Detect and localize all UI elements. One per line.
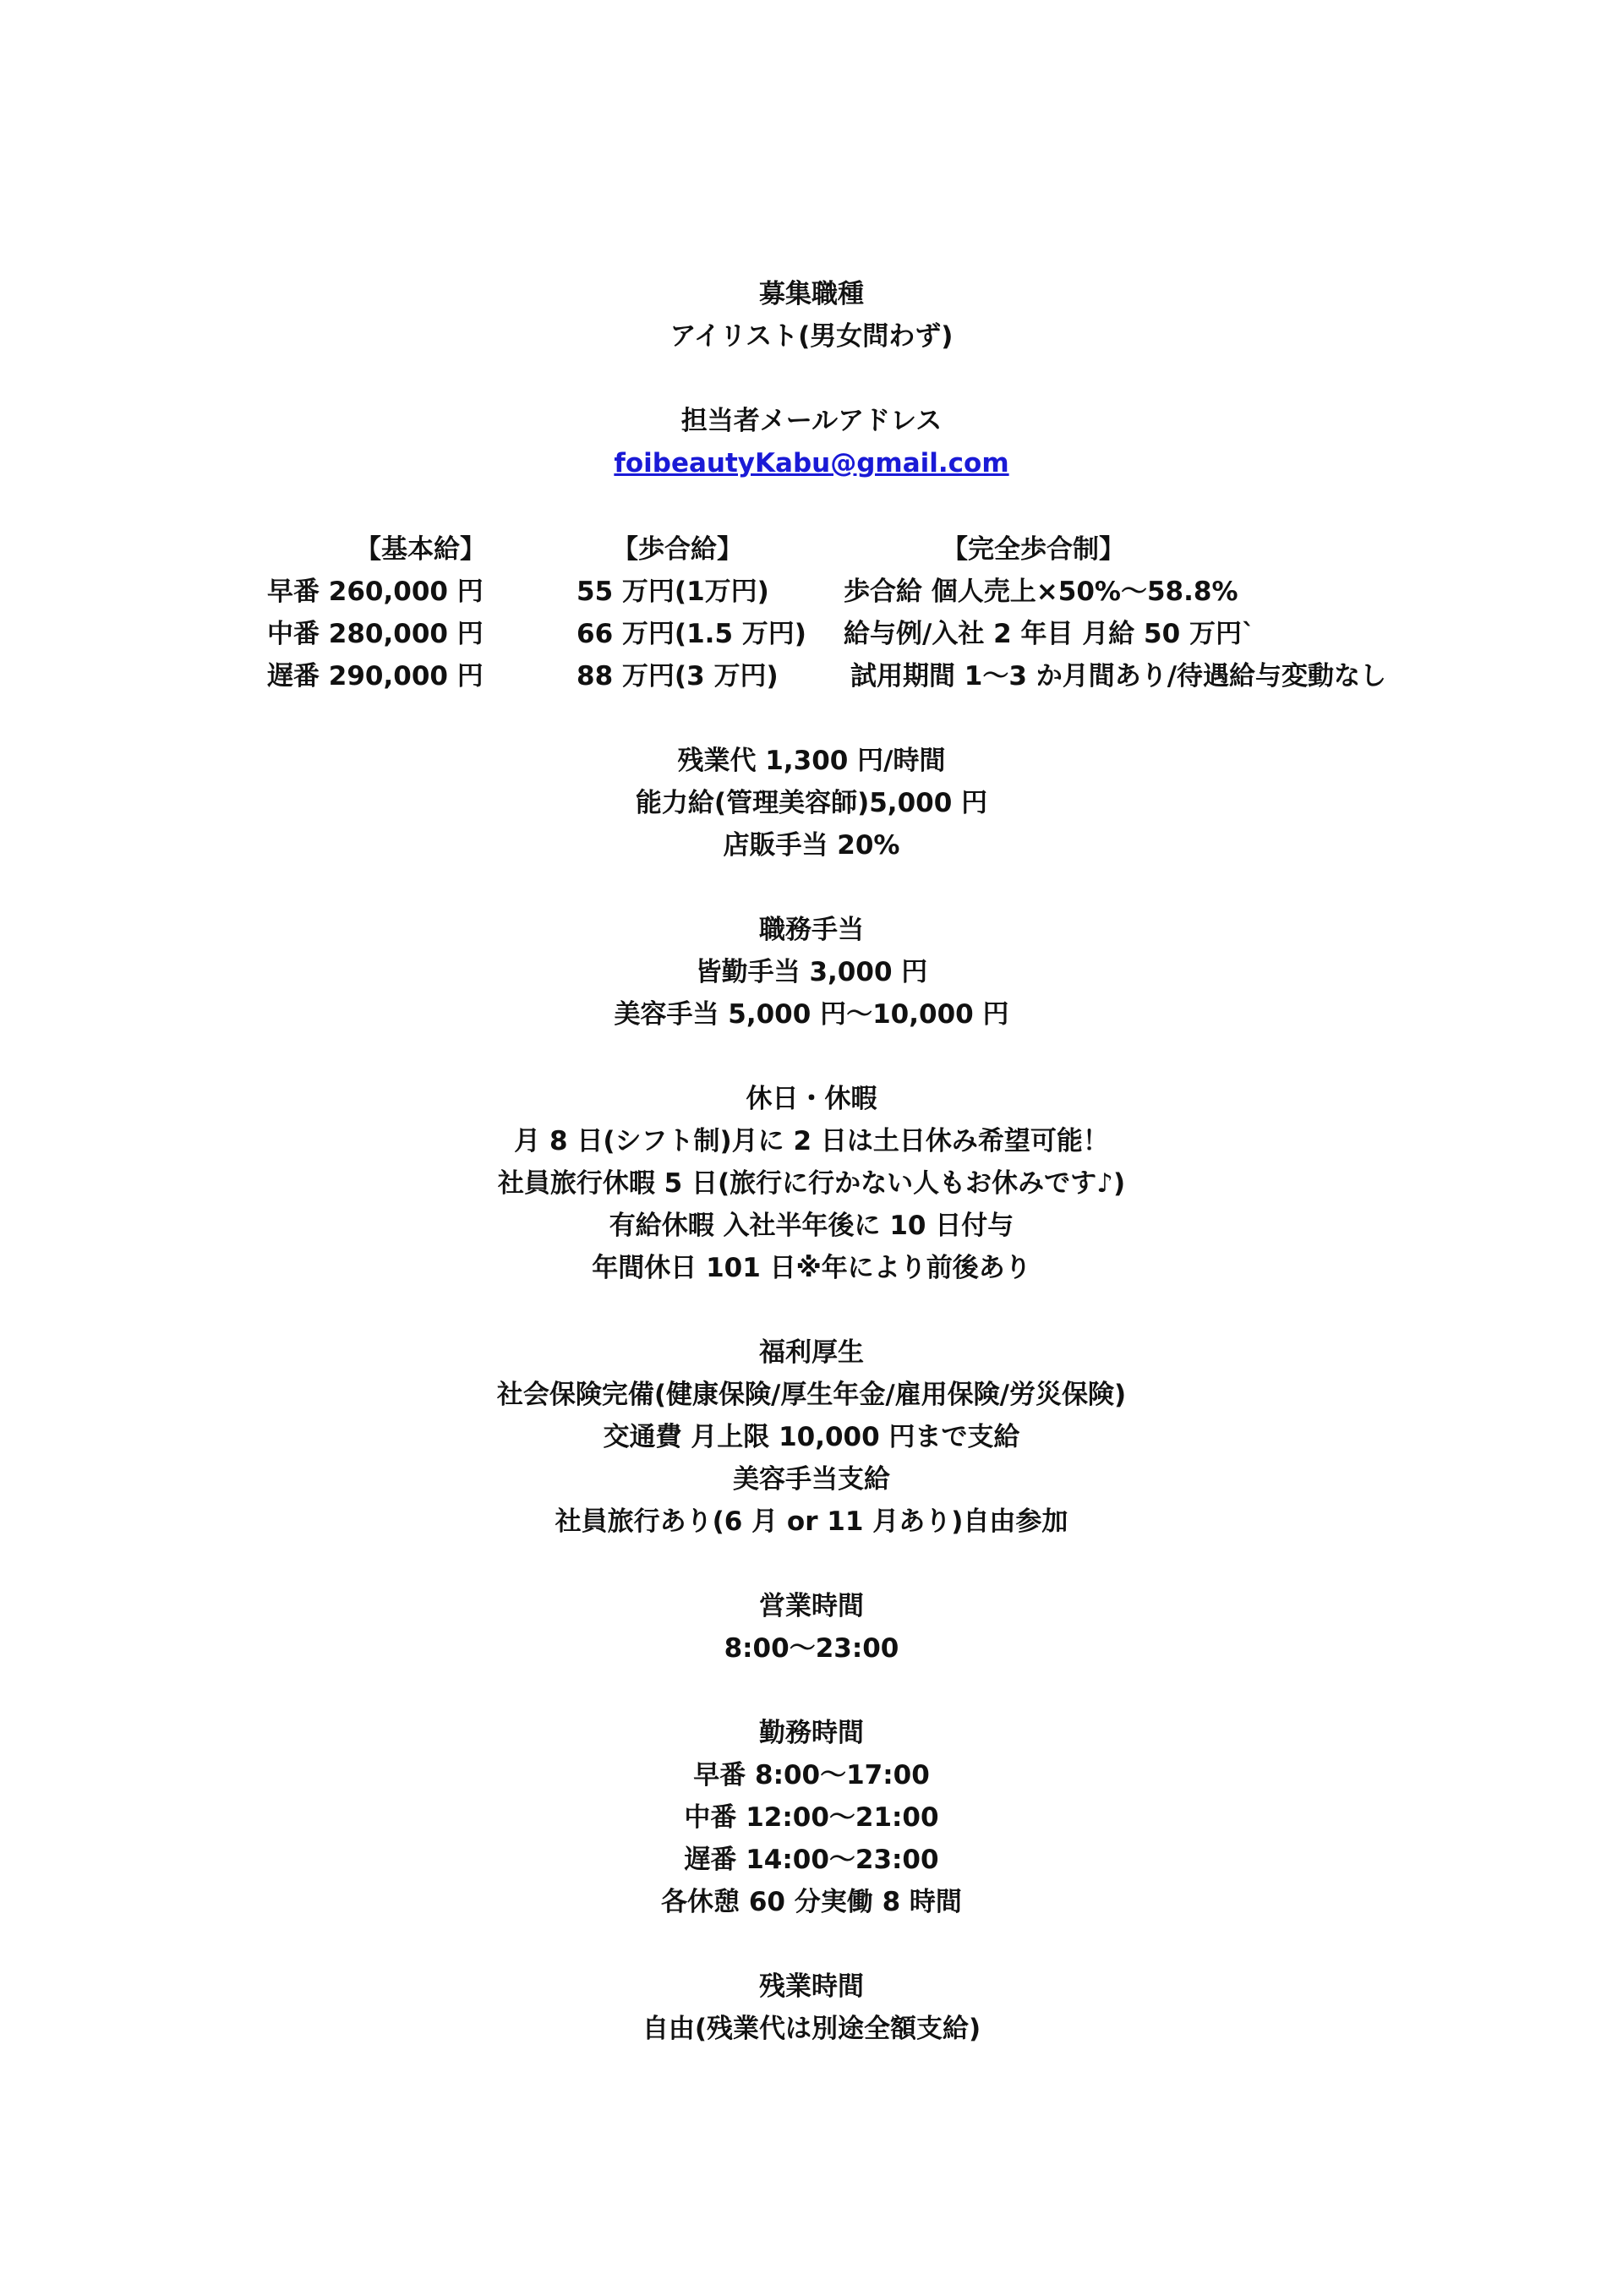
salary-header-full: 【完全歩合制】 — [942, 534, 1125, 565]
salary-row-early-commission: 55 万円(1万円) — [577, 577, 769, 607]
contact-heading: 担当者メールアドレス — [680, 406, 943, 436]
holidays-heading: 休日・休暇 — [746, 1084, 877, 1114]
work-hours-heading: 勤務時間 — [759, 1718, 864, 1748]
extra-ability-pay: 能力給(管理美容師)5,000 円 — [635, 788, 988, 818]
duty-item: 美容手当 5,000 円～10,000 円 — [614, 999, 1009, 1030]
salary-row-mid-commission: 66 万円(1.5 万円) — [577, 619, 806, 649]
holidays-item: 年間休日 101 日※年により前後あり — [592, 1253, 1031, 1283]
contact-email-row — [0, 445, 1623, 482]
business-hours-heading: 営業時間 — [759, 1591, 864, 1621]
salary-row-mid-full: 給与例/入社 2 年目 月給 50 万円` — [844, 619, 1255, 649]
welfare-heading: 福利厚生 — [759, 1337, 864, 1368]
welfare-item: 美容手当支給 — [733, 1464, 890, 1495]
extra-overtime-pay: 残業代 1,300 円/時間 — [677, 746, 946, 776]
recruit-heading: 募集職種 — [759, 279, 864, 309]
overtime-heading: 残業時間 — [759, 1971, 864, 2002]
recruit-position: アイリスト(男女問わず) — [669, 321, 954, 352]
extra-sales-allowance: 店販手当 20% — [723, 830, 900, 861]
salary-row-early-base: 早番 260,000 円 — [267, 577, 484, 607]
holidays-item: 月 8 日(シフト制)月に 2 日は土日休み希望可能！ — [514, 1126, 1109, 1156]
work-hours-item: 早番 8:00～17:00 — [693, 1760, 930, 1790]
holidays-item: 有給休暇 入社半年後に 10 日付与 — [609, 1211, 1014, 1241]
duty-heading: 職務手当 — [759, 915, 864, 945]
duty-item: 皆勤手当 3,000 円 — [695, 957, 928, 987]
welfare-item: 社員旅行あり(6 月 or 11 月あり)自由参加 — [555, 1506, 1068, 1537]
salary-header-base: 【基本給】 — [355, 534, 486, 565]
work-hours-item: 各休憩 60 分実働 8 時間 — [661, 1887, 962, 1917]
welfare-item: 交通費 月上限 10,000 円まで支給 — [603, 1422, 1020, 1452]
business-hours-value: 8:00～23:00 — [724, 1633, 899, 1664]
overtime-value: 自由(残業代は別途全額支給) — [642, 2014, 981, 2044]
salary-row-late-base: 遅番 290,000 円 — [267, 661, 484, 692]
salary-row-mid-base: 中番 280,000 円 — [267, 619, 484, 649]
salary-row-late-full: 試用期間 1～3 か月間あり/待遇給与変動なし — [850, 661, 1387, 692]
holidays-item: 社員旅行休暇 5 日(旅行に行かない人もお休みです♪) — [497, 1168, 1126, 1199]
contact-email-link[interactable]: foibeautyKabu@gmail.com — [614, 448, 1009, 478]
work-hours-item: 中番 12:00～21:00 — [684, 1802, 939, 1833]
salary-row-early-full: 歩合給 個人売上×50%～58.8% — [844, 577, 1238, 607]
salary-header-commission: 【歩合給】 — [612, 534, 743, 565]
welfare-item: 社会保険完備(健康保険/厚生年金/雇用保険/労災保険) — [496, 1380, 1127, 1410]
salary-row-late-commission: 88 万円(3 万円) — [577, 661, 779, 692]
work-hours-item: 遅番 14:00～23:00 — [684, 1845, 939, 1875]
